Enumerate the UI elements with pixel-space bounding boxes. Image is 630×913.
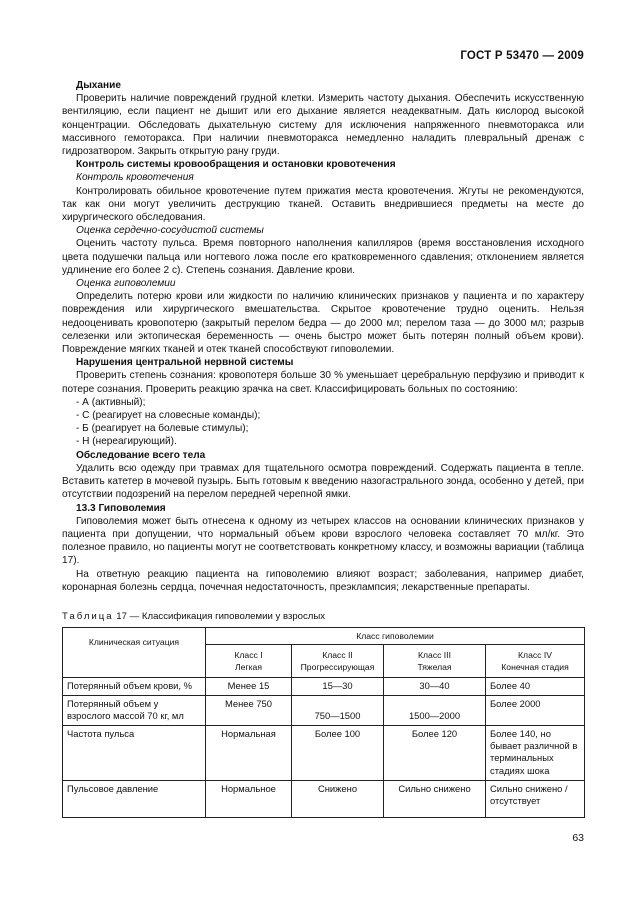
cns-text: Проверить степень сознания: кровопотеря больше 30 % уменьшает церебральную перфузию и приводит к потере сознания. Проверить реакцию зрачка на свет. Классифицировать больных по состоянию: (62, 370, 584, 395)
class-desc: Тяжелая (417, 662, 452, 673)
table-cell: 1500—2000 (384, 695, 486, 725)
table-row (63, 695, 585, 725)
cns-heading: Нарушения центральной нервной системы (76, 357, 294, 369)
list-item: - А (активный); (76, 396, 146, 408)
table-cell: Более 120 (384, 725, 486, 780)
bleeding-text: Контролировать обильное кровотечение путем прижатия места кровотечения. Жгуты не рекомендуются, так как они могут увеличить деструкцию тканей. Оставить внедрившиеся предметы на месте до хирургического обследования. (62, 185, 584, 224)
table-cell: 15—30 (292, 678, 384, 695)
breath-text: Проверить наличие повреждений грудной клетки. Измерить частоту дыхания. Обеспечить искусственную вентиляцию, если пациент не дышит или его дыхание является неадекватным. Дать кислород высокой концентрации. Обследовать дыхательную систему для исключения напряженного пневмоторакса или массивного гемоторакса. При наличии пневмоторакса немедленно наладить плевральный дренаж с гидрозатвором. Закрыть открытую рану груди. (62, 93, 584, 158)
table-row (63, 725, 585, 780)
table-row (63, 678, 585, 695)
class-name: Класс IV (518, 650, 552, 660)
table-cell: Более 40 (486, 678, 585, 695)
table-cell: Снижено (292, 780, 384, 817)
table-cell: Сильно снижено (384, 780, 486, 817)
body-text (62, 79, 584, 594)
table-row (63, 780, 585, 817)
exam-heading: Обследование всего тела (76, 449, 206, 461)
class-desc: Конечная стадия (501, 662, 569, 673)
table-head-class-4 (486, 645, 585, 678)
page-number: 63 (572, 832, 584, 844)
list-item: - Б (реагирует на болевые стимулы); (76, 423, 249, 435)
exam-text: Удалить всю одежду при травмах для тщательного осмотра повреждений. Содержать пациента в тепле. Вставить катетер в мочевой пузырь. Быть готовым к введению назогастрального зонда, особенно у детей, при отсутствии подозрений на перелом передней черепной ямки. (62, 462, 584, 501)
table-head-class-1 (206, 645, 292, 678)
table-caption-text: 17 — Классификация гиповолемии у взрослых (116, 611, 326, 622)
cardio-text: Оценить частоту пульса. Время повторного наполнения капилляров (время восстановления исходного цвета подушечки пальца или ногтевого ложа после его кратковременного сдавления; отклонением является удлинение его более 2 с). Степень сознания. Давление крови. (62, 238, 584, 276)
row-label: Потерянный объем у взрослого массой 70 кг, мл (63, 695, 206, 725)
table-cell: Менее 15 (206, 678, 292, 695)
list-item: - С (реагирует на словесные команды); (76, 410, 261, 422)
table-head-class-3 (384, 645, 486, 678)
class-desc: Легкая (235, 662, 262, 673)
section-heading: 13.3 Гиповолемия (76, 502, 166, 514)
standard-header: ГОСТ Р 53470 — 2009 (460, 50, 584, 62)
hypovolemia-text: Определить потерю крови или жидкости по наличию клинических признаков у пациента и по характеру повреждения или хирургического вмешательства. Скрытое кровотечение трудно оценить. Нельзя недооценивать кровопотерю (закрытый перелом бедра — до 2000 мл; перелом таза — до 3000 мл; разрыв селезенки или эктопическая беременность — очень быстро может быть потерян полный объем крови). Повреждение мягких тканей и отек тканей способствуют гиповолемии. (62, 291, 584, 356)
breath-heading: Дыхание (76, 80, 121, 91)
table-caption (62, 611, 325, 622)
section-paragraph-1: Гиповолемия может быть отнесена к одному из четырех классов на основании клинических признаков у пациента при допущении, что нормальный объем крови взрослого человека составляет 70 мл/кг. Это полезное правило, но пациенты могут не соответствовать конкретному классу, и возможны вариации (таблица 17). (62, 515, 584, 567)
list-item: - Н (нереагирующий). (76, 436, 177, 448)
circulation-heading: Контроль системы кровообращения и остановки кровотечения (76, 159, 396, 171)
bleeding-subheading: Контроль кровотечения (76, 172, 194, 184)
class-name: Класс I (234, 650, 263, 660)
table-cell: Более 100 (292, 725, 384, 780)
table-caption-word: Таблица (62, 611, 114, 622)
table-cell: Нормальная (206, 725, 292, 780)
class-name: Класс II (322, 650, 353, 660)
table-cell: Более 2000 (486, 695, 585, 725)
section-paragraph-2: На ответную реакцию пациента на гиповолемию влияют возраст; заболевания, например диабет, коронарная болезнь сердца, почечная недостаточность, преэклампсия; лекарственные препараты. (62, 568, 584, 593)
table-cell: Сильно снижено / отсутствует (486, 780, 585, 817)
table-cell: 30—40 (384, 678, 486, 695)
table-cell: Нормальное (206, 780, 292, 817)
hypovolemia-subheading: Оценка гиповолемии (76, 278, 176, 290)
hypovolemia-table (62, 627, 585, 818)
row-label: Пульсовое давление (63, 780, 206, 817)
row-label: Потерянный объем крови, % (63, 678, 206, 695)
table-head-class-2 (292, 645, 384, 678)
class-name: Класс III (418, 650, 451, 660)
table-cell: Менее 750 (206, 695, 292, 725)
table-head-situation: Клиническая ситуация (63, 628, 206, 678)
table-head-group: Класс гиповолемии (206, 628, 585, 645)
class-desc: Прогрессирующая (300, 662, 375, 673)
table-cell: 750—1500 (292, 695, 384, 725)
cardio-subheading: Оценка сердечно-сосудистой системы (76, 225, 264, 237)
row-label: Частота пульса (63, 725, 206, 780)
table-cell: Более 140, но бывает различной в терминальных стадиях шока (486, 725, 585, 780)
